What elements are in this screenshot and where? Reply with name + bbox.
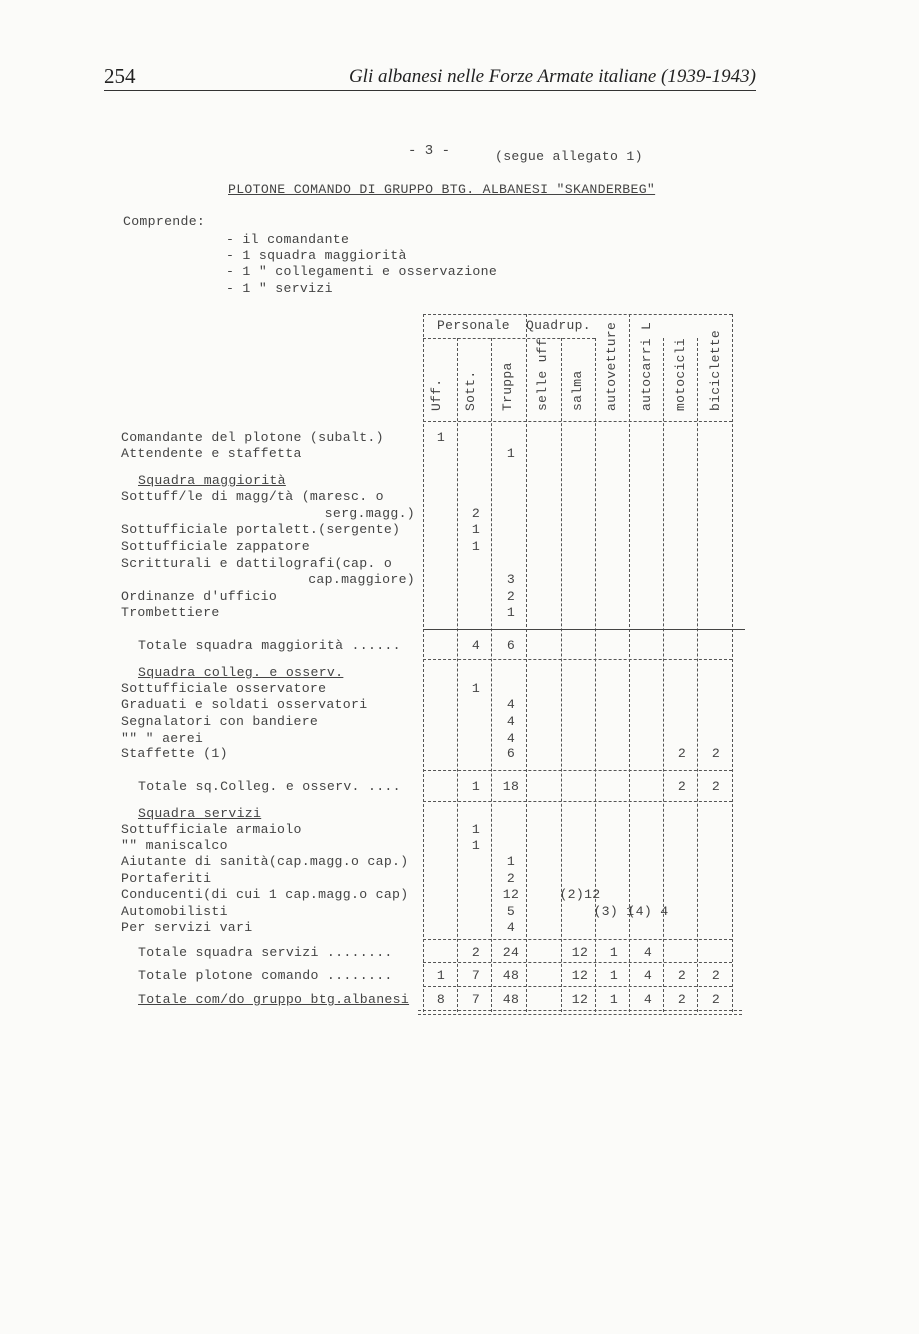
table-cell: 2	[677, 746, 687, 761]
comprende-item: - 1 " collegamenti e osservazione	[226, 264, 498, 279]
table-cell: 7	[471, 992, 481, 1007]
row-label: Sottufficiale osservatore	[121, 681, 327, 696]
table-cell: 1	[436, 430, 446, 445]
table-cell: 1	[471, 522, 481, 537]
comprende-item: - 1 squadra maggiorità	[226, 248, 407, 263]
row-label: Sottuff/le di magg/tà (maresc. o	[121, 489, 384, 504]
row-label: cap.maggiore)	[308, 572, 415, 587]
table-cell: 2	[471, 945, 481, 960]
row-label: Portaferiti	[121, 871, 212, 886]
column-header: biciclette	[708, 329, 723, 411]
row-label: Totale squadra maggiorità ......	[138, 638, 401, 653]
row-label: Automobilisti	[121, 904, 228, 919]
table-cell: 1	[506, 854, 516, 869]
comprende-label: Comprende:	[123, 214, 206, 229]
table-cell: (4) 4	[627, 904, 669, 919]
row-label: Staffette (1)	[121, 746, 228, 761]
table-cell: 2	[471, 506, 481, 521]
table-cell: 1	[436, 968, 446, 983]
table-cell: 18	[502, 779, 520, 794]
column-rule	[423, 314, 424, 1012]
table-cell: 5	[506, 904, 516, 919]
row-label: Ordinanze d'ufficio	[121, 589, 278, 604]
row-label: Sottufficiale armaiolo	[121, 822, 302, 837]
table-cell: 2	[677, 968, 687, 983]
column-header: salma	[570, 370, 585, 411]
table-cell: 6	[506, 638, 516, 653]
row-label: Attendente e staffetta	[121, 446, 302, 461]
row-rule	[418, 1014, 742, 1015]
column-header: autovetture	[604, 321, 619, 411]
table-cell: 4	[506, 920, 516, 935]
column-rule	[561, 338, 562, 1012]
row-label: Aiutante di sanità(cap.magg.o cap.)	[121, 854, 409, 869]
table-cell: 4	[506, 731, 516, 746]
row-label: Sottufficiale portalett.(sergente)	[121, 522, 401, 537]
column-header: Uff.	[429, 378, 444, 411]
row-label: Squadra servizi	[138, 806, 262, 821]
column-rule	[457, 338, 458, 1012]
row-rule	[423, 962, 732, 963]
row-rule	[418, 1010, 742, 1011]
sheet-number: - 3 -	[408, 143, 451, 159]
table-cell: (3) 1	[593, 904, 635, 919]
row-label: Graduati e soldati osservatori	[121, 697, 368, 712]
table-cell: 1	[609, 992, 619, 1007]
table-cell: (2)12	[559, 887, 601, 902]
column-header: motocicli	[673, 338, 688, 411]
table-cell: 2	[711, 968, 721, 983]
column-rule	[491, 338, 492, 1012]
page-number: 254	[104, 64, 136, 88]
column-header: Truppa	[500, 362, 515, 411]
document-title: PLOTONE COMANDO DI GRUPPO BTG. ALBANESI "SKANDERBEG"	[228, 182, 656, 197]
row-rule	[423, 659, 732, 660]
row-label: Sottufficiale zappatore	[121, 539, 310, 554]
row-label: Totale com/do gruppo btg.albanesi	[138, 992, 410, 1007]
row-rule	[423, 629, 745, 630]
table-cell: 4	[471, 638, 481, 653]
column-rule	[595, 338, 596, 1012]
row-label: Conducenti(di cui 1 cap.magg.o cap)	[121, 887, 409, 902]
row-label: Scritturali e dattilografi(cap. o	[121, 556, 393, 571]
column-header: autocarri L	[639, 321, 654, 411]
table-cell: 1	[471, 838, 481, 853]
group-header-quadrupedi: Quadrup.	[526, 318, 591, 333]
row-rule	[423, 801, 732, 802]
row-label: Comandante del plotone (subalt.)	[121, 430, 384, 445]
table-cell: 48	[502, 968, 520, 983]
running-title: Gli albanesi nelle Forze Armate italiane (1939-1943)	[348, 66, 756, 87]
row-rule	[423, 421, 732, 422]
column-rule	[697, 338, 698, 1012]
table-cell: 1	[471, 681, 481, 696]
column-rule	[732, 314, 733, 1012]
row-label: Totale sq.Colleg. e osserv. ....	[138, 779, 401, 794]
table-cell: 4	[643, 992, 653, 1007]
table-cell: 1	[506, 446, 516, 461]
table-cell: 4	[643, 945, 653, 960]
table-cell: 1	[609, 945, 619, 960]
column-header: selle uff	[535, 338, 550, 411]
table-cell: 24	[502, 945, 520, 960]
row-rule	[423, 338, 595, 339]
table-cell: 2	[711, 746, 721, 761]
column-header: Sott.	[463, 370, 478, 411]
table-cell: 8	[436, 992, 446, 1007]
table-cell: 4	[506, 697, 516, 712]
table-cell: 2	[677, 992, 687, 1007]
table-cell: 2	[506, 871, 516, 886]
table-cell: 2	[711, 779, 721, 794]
table-cell: 1	[506, 605, 516, 620]
comprende-item: - il comandante	[226, 232, 350, 247]
column-rule	[526, 314, 527, 1012]
table-cell: 7	[471, 968, 481, 983]
table-cell: 48	[502, 992, 520, 1007]
group-header-personale: Personale	[437, 318, 510, 333]
table-cell: 12	[571, 945, 589, 960]
table-cell: 4	[643, 968, 653, 983]
table-cell: 1	[471, 779, 481, 794]
row-label: "" " aerei	[121, 731, 204, 746]
row-label: Squadra colleg. e osserv.	[138, 665, 344, 680]
table-cell: 6	[506, 746, 516, 761]
sheet-note: (segue allegato 1)	[495, 149, 643, 164]
table-cell: 12	[571, 968, 589, 983]
row-label: serg.magg.)	[324, 506, 415, 521]
table-cell: 2	[677, 779, 687, 794]
row-label: Totale squadra servizi ........	[138, 945, 393, 960]
table-cell: 12	[571, 992, 589, 1007]
row-rule	[423, 770, 732, 771]
row-label: Segnalatori con bandiere	[121, 714, 319, 729]
table-cell: 3	[506, 572, 516, 587]
row-label: "" maniscalco	[121, 838, 228, 853]
row-label: Totale plotone comando ........	[138, 968, 393, 983]
table-cell: 2	[506, 589, 516, 604]
table-cell: 1	[471, 539, 481, 554]
table-cell: 1	[609, 968, 619, 983]
column-rule	[629, 314, 630, 1012]
table-cell: 12	[502, 887, 520, 902]
table-cell: 1	[471, 822, 481, 837]
table-cell: 2	[711, 992, 721, 1007]
header-rule	[104, 90, 756, 91]
row-label: Trombettiere	[121, 605, 220, 620]
column-rule	[663, 338, 664, 1012]
row-rule	[423, 939, 732, 940]
row-rule	[423, 986, 732, 987]
row-rule	[423, 314, 732, 315]
table-cell: 4	[506, 714, 516, 729]
row-label: Squadra maggiorità	[138, 473, 286, 488]
row-label: Per servizi vari	[121, 920, 253, 935]
comprende-item: - 1 " servizi	[226, 281, 333, 296]
